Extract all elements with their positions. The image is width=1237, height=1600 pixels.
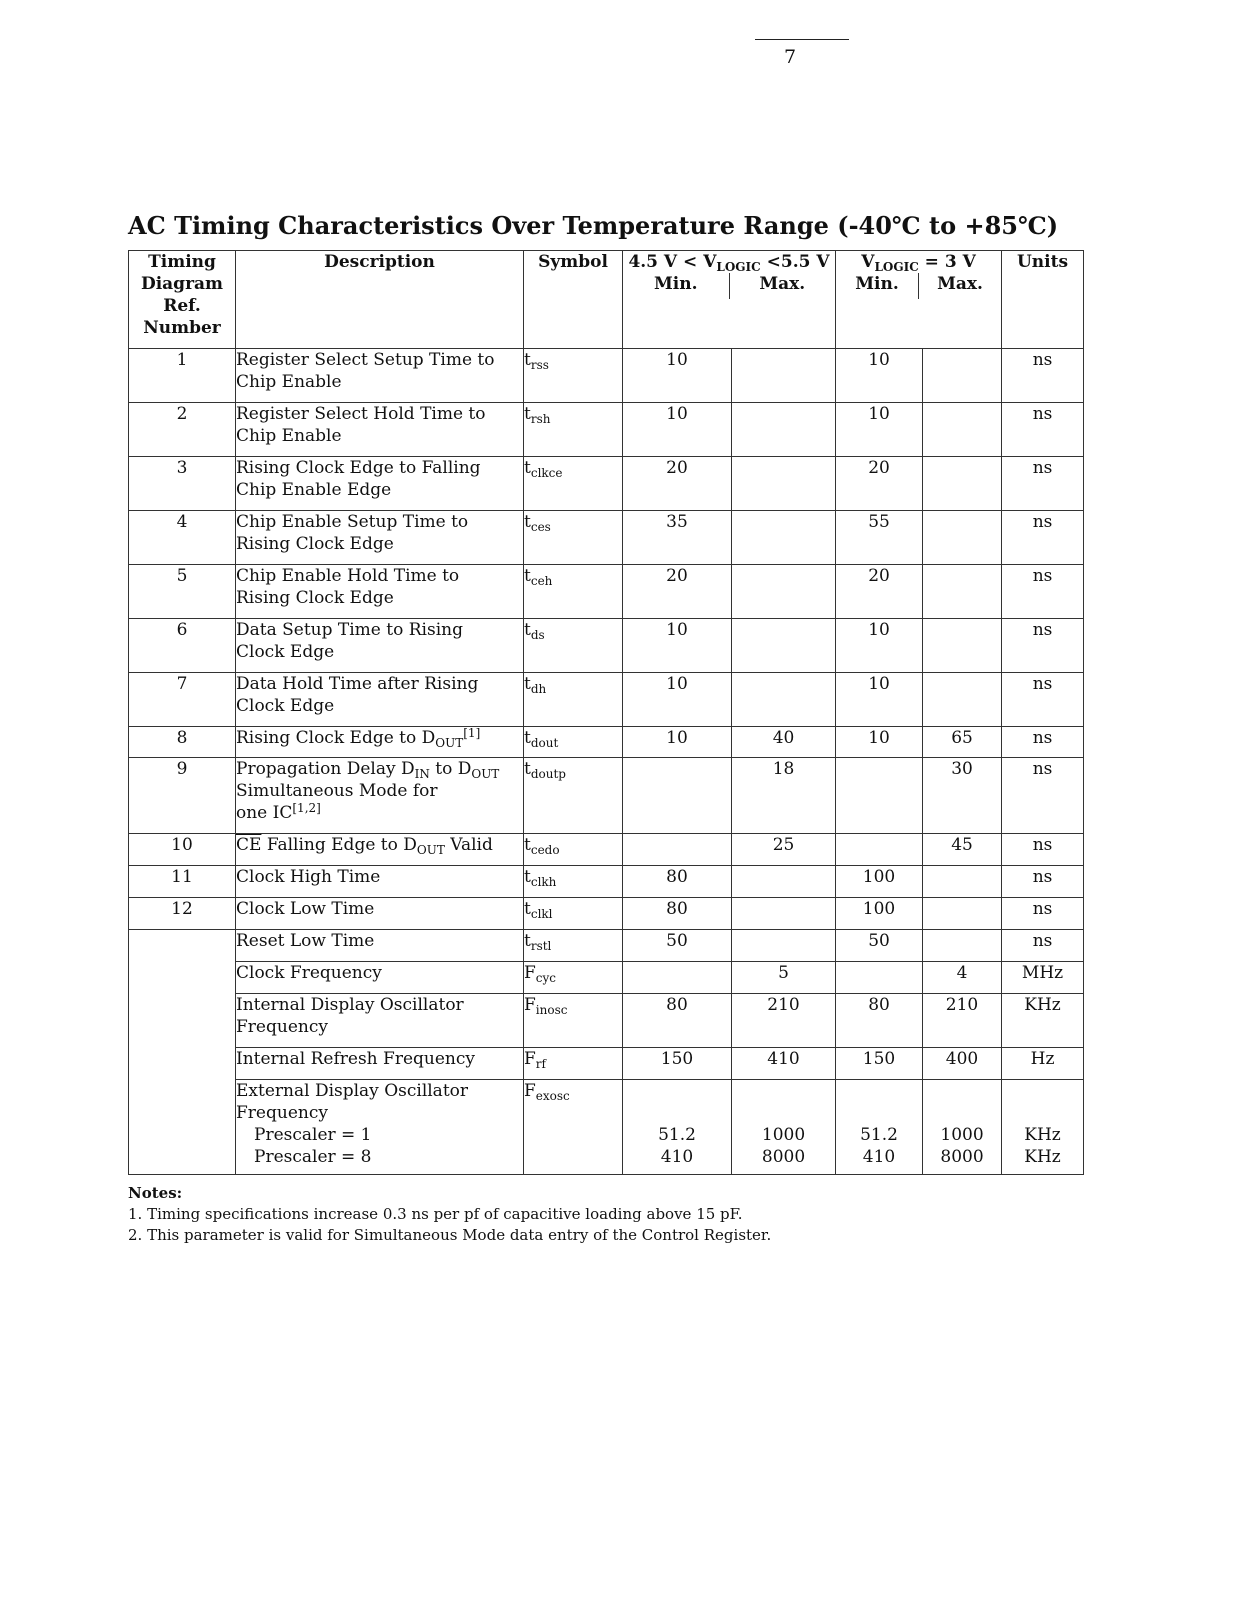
units: ns — [1002, 834, 1084, 866]
max-5v — [732, 511, 836, 565]
min-5v: 20 — [623, 565, 732, 619]
max-5v: 410 — [732, 1048, 836, 1080]
min-3v — [836, 962, 923, 994]
symbol: $F_{inosc}$ — [524, 994, 623, 1048]
symbol: $t_{dh}$ — [524, 673, 623, 727]
description: Rising Clock Edge to $D_{OUT}[1]$ — [236, 727, 524, 758]
ac-timing-table — [128, 250, 1084, 1175]
ref-number: 12 — [129, 898, 236, 930]
ref-number: 1 — [129, 349, 236, 403]
max-3v — [923, 619, 1002, 673]
max-3v: 1000 8000 — [923, 1080, 1002, 1175]
ref-number: 11 — [129, 866, 236, 898]
units: ns — [1002, 619, 1084, 673]
header-group-5v: 4.5 $V < V_{LOGIC} <5.5$ V Min. Max. — [623, 251, 836, 349]
max-5v: 210 — [732, 994, 836, 1048]
symbol: $t_{rsh}$ — [524, 403, 623, 457]
symbol: $t_{dout}$ — [524, 727, 623, 758]
table-row — [129, 994, 1084, 1048]
notes — [128, 1183, 771, 1246]
header-ref-number: Timing Diagram Ref. Number — [129, 251, 236, 349]
min-3v — [836, 834, 923, 866]
min-3v: 10 — [836, 349, 923, 403]
symbol: $t_{ds}$ — [524, 619, 623, 673]
max-5v: 25 — [732, 834, 836, 866]
min-5v: 35 — [623, 511, 732, 565]
min-3v: 50 — [836, 930, 923, 962]
ref-number: 3 — [129, 457, 236, 511]
min-3v: 55 — [836, 511, 923, 565]
units: ns — [1002, 866, 1084, 898]
max-3v — [923, 457, 1002, 511]
table-row — [129, 457, 1084, 511]
description: Chip Enable Hold Time to Rising Clock Edge — [236, 565, 524, 619]
min-3v: 10 — [836, 619, 923, 673]
symbol: $t_{ceh}$ — [524, 565, 623, 619]
table-row — [129, 565, 1084, 619]
min-5v — [623, 962, 732, 994]
description: Clock Low Time — [236, 898, 524, 930]
min-5v: 10 — [623, 349, 732, 403]
max-3v — [923, 898, 1002, 930]
description: Propagation Delay $D_{IN}$ to $D_{OUT}$ Simultaneous Mode for one IC[1,2] — [236, 758, 524, 834]
max-3v — [923, 511, 1002, 565]
symbol: $t_{doutp}$ — [524, 758, 623, 834]
units: KHz — [1002, 994, 1084, 1048]
table-row — [129, 758, 1084, 834]
max-5v — [732, 349, 836, 403]
min-5v: 80 — [623, 898, 732, 930]
ref-number: 6 — [129, 619, 236, 673]
ref-number-empty — [129, 930, 236, 1175]
ref-number: 4 — [129, 511, 236, 565]
symbol: $F_{exosc}$ — [524, 1080, 623, 1175]
header-description: Description — [236, 251, 524, 349]
units: ns — [1002, 930, 1084, 962]
max-3v: 65 — [923, 727, 1002, 758]
units: ns — [1002, 898, 1084, 930]
min-5v: 10 — [623, 403, 732, 457]
table-row — [129, 1080, 1084, 1175]
max-5v — [732, 673, 836, 727]
min-5v — [623, 758, 732, 834]
max-3v — [923, 403, 1002, 457]
min-5v: 10 — [623, 673, 732, 727]
units: KHz KHz — [1002, 1080, 1084, 1175]
ref-number: 9 — [129, 758, 236, 834]
max-5v — [732, 898, 836, 930]
table-row — [129, 727, 1084, 758]
notes-heading: Notes: — [128, 1184, 183, 1202]
ref-number: 5 — [129, 565, 236, 619]
max-3v — [923, 565, 1002, 619]
page-number: 7 — [783, 46, 797, 68]
min-5v: 10 — [623, 727, 732, 758]
min-3v: 10 — [836, 727, 923, 758]
table-row — [129, 511, 1084, 565]
min-3v: 100 — [836, 898, 923, 930]
max-3v: 45 — [923, 834, 1002, 866]
ref-number: 2 — [129, 403, 236, 457]
note-1: 1. Timing specifications increase 0.3 ns per pf of capacitive loading above 15 pF. — [128, 1205, 743, 1223]
units: ns — [1002, 511, 1084, 565]
ref-number: 8 — [129, 727, 236, 758]
description: Clock High Time — [236, 866, 524, 898]
symbol: $t_{clkl}$ — [524, 898, 623, 930]
note-2: 2. This parameter is valid for Simultaneous Mode data entry of the Control Register. — [128, 1226, 772, 1244]
description: Reset Low Time — [236, 930, 524, 962]
ref-number: 7 — [129, 673, 236, 727]
units: ns — [1002, 758, 1084, 834]
max-5v — [732, 403, 836, 457]
symbol: $t_{rstl}$ — [524, 930, 623, 962]
max-3v: 400 — [923, 1048, 1002, 1080]
symbol: $t_{rss}$ — [524, 349, 623, 403]
symbol: $t_{clkce}$ — [524, 457, 623, 511]
units: ns — [1002, 565, 1084, 619]
description: Chip Enable Setup Time to Rising Clock Edge — [236, 511, 524, 565]
max-3v: 210 — [923, 994, 1002, 1048]
max-5v — [732, 457, 836, 511]
min-5v: 51.2 410 — [623, 1080, 732, 1175]
symbol: $t_{cedo}$ — [524, 834, 623, 866]
table-row — [129, 1048, 1084, 1080]
page-number-rule — [755, 39, 849, 40]
description: Register Select Setup Time to Chip Enable — [236, 349, 524, 403]
min-3v: 20 — [836, 565, 923, 619]
description: Clock Frequency — [236, 962, 524, 994]
units: ns — [1002, 673, 1084, 727]
description: External Display Oscillator Frequency Prescaler = 1 Prescaler = 8 — [236, 1080, 524, 1175]
units: ns — [1002, 349, 1084, 403]
max-3v: 4 — [923, 962, 1002, 994]
symbol: $F_{cyc}$ — [524, 962, 623, 994]
min-3v: 51.2 410 — [836, 1080, 923, 1175]
table-row — [129, 834, 1084, 866]
min-3v: 100 — [836, 866, 923, 898]
units: ns — [1002, 457, 1084, 511]
max-5v — [732, 930, 836, 962]
max-3v — [923, 866, 1002, 898]
min-5v: 10 — [623, 619, 732, 673]
min-5v: 80 — [623, 994, 732, 1048]
max-3v — [923, 930, 1002, 962]
page-title: AC Timing Characteristics Over Temperature Range (-40℃ to +85℃) — [128, 211, 1059, 240]
max-5v: 40 — [732, 727, 836, 758]
symbol: $t_{clkh}$ — [524, 866, 623, 898]
symbol: $t_{ces}$ — [524, 511, 623, 565]
min-5v: 50 — [623, 930, 732, 962]
max-3v — [923, 673, 1002, 727]
min-3v — [836, 758, 923, 834]
max-3v: 30 — [923, 758, 1002, 834]
units: Hz — [1002, 1048, 1084, 1080]
description: Data Hold Time after Rising Clock Edge — [236, 673, 524, 727]
header-symbol: Symbol — [524, 251, 623, 349]
table-row — [129, 866, 1084, 898]
max-5v — [732, 565, 836, 619]
units: ns — [1002, 727, 1084, 758]
max-5v: 18 — [732, 758, 836, 834]
min-5v: 150 — [623, 1048, 732, 1080]
table-row — [129, 619, 1084, 673]
units: MHz — [1002, 962, 1084, 994]
max-5v: 1000 8000 — [732, 1080, 836, 1175]
ref-number: 10 — [129, 834, 236, 866]
min-3v: 80 — [836, 994, 923, 1048]
units: ns — [1002, 403, 1084, 457]
max-5v — [732, 866, 836, 898]
description: Rising Clock Edge to Falling Chip Enable Edge — [236, 457, 524, 511]
description: Data Setup Time to Rising Clock Edge — [236, 619, 524, 673]
max-5v — [732, 619, 836, 673]
min-5v: 20 — [623, 457, 732, 511]
max-3v — [923, 349, 1002, 403]
header-units: Units — [1002, 251, 1084, 349]
max-5v: 5 — [732, 962, 836, 994]
table-row — [129, 930, 1084, 962]
description: Internal Display Oscillator Frequency — [236, 994, 524, 1048]
table-row — [129, 898, 1084, 930]
symbol: $F_{rf}$ — [524, 1048, 623, 1080]
min-3v: 150 — [836, 1048, 923, 1080]
min-3v: 10 — [836, 673, 923, 727]
table-row — [129, 962, 1084, 994]
min-5v: 80 — [623, 866, 732, 898]
table-row — [129, 349, 1084, 403]
min-3v: 20 — [836, 457, 923, 511]
header-group-3v: $V_{LOGIC} = 3$ V Min. Max. — [836, 251, 1002, 349]
table-row — [129, 403, 1084, 457]
description: $\overline{CE}$ Falling Edge to $D_{OUT}$ Valid — [236, 834, 524, 866]
min-3v: 10 — [836, 403, 923, 457]
description: Internal Refresh Frequency — [236, 1048, 524, 1080]
table-row — [129, 673, 1084, 727]
min-5v — [623, 834, 732, 866]
description: Register Select Hold Time to Chip Enable — [236, 403, 524, 457]
